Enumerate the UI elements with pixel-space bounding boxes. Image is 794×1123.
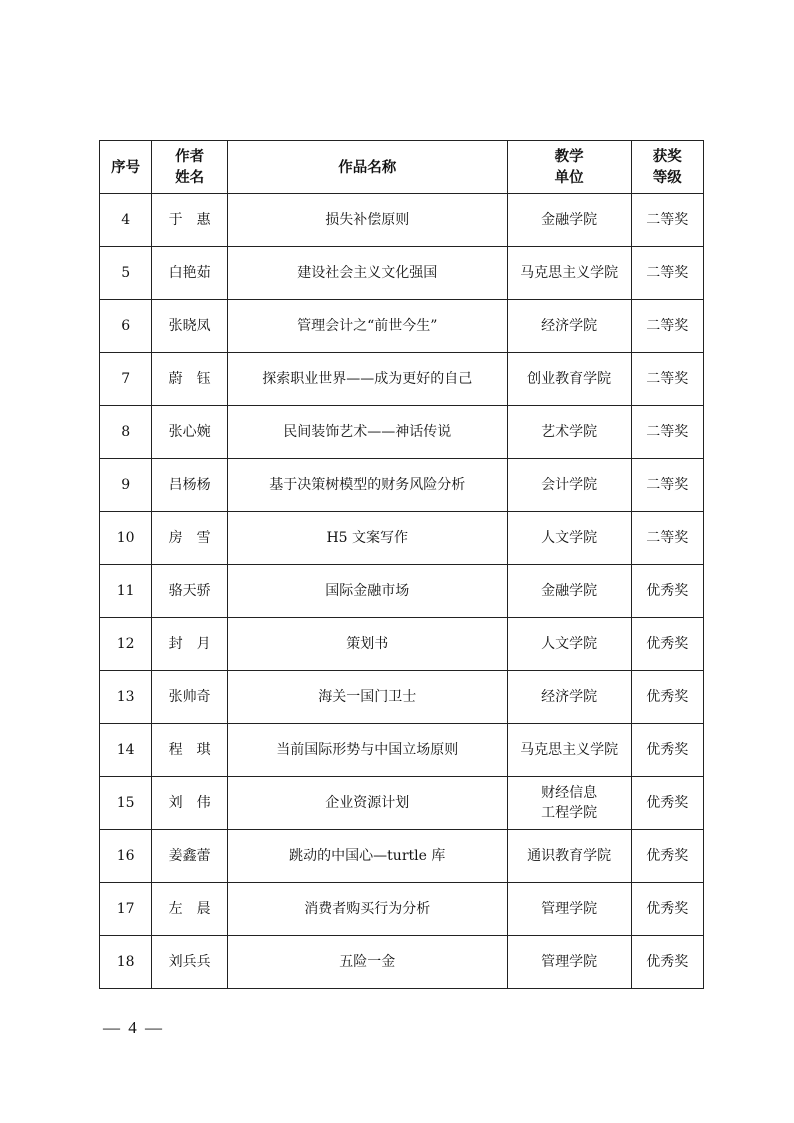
cell-unit: 马克思主义学院 — [507, 247, 631, 300]
cell-index: 7 — [100, 353, 152, 406]
cell-unit: 经济学院 — [507, 300, 631, 353]
table-row — [100, 830, 704, 883]
table-row — [100, 777, 704, 830]
header-unit: 教学 单位 — [507, 141, 631, 194]
cell-author: 房 雪 — [152, 512, 228, 565]
cell-title: 民间装饰艺术——神话传说 — [227, 406, 507, 459]
header-index: 序号 — [100, 141, 152, 194]
cell-index: 18 — [100, 936, 152, 989]
cell-index: 13 — [100, 671, 152, 724]
header-award: 获奖 等级 — [631, 141, 704, 194]
cell-title: 当前国际形势与中国立场原则 — [227, 724, 507, 777]
cell-unit: 金融学院 — [507, 194, 631, 247]
cell-index: 6 — [100, 300, 152, 353]
cell-award: 优秀奖 — [631, 883, 704, 936]
cell-unit: 创业教育学院 — [507, 353, 631, 406]
cell-author: 骆天骄 — [152, 565, 228, 618]
table-row — [100, 936, 704, 989]
cell-title: 消费者购买行为分析 — [227, 883, 507, 936]
cell-award: 二等奖 — [631, 353, 704, 406]
awards-table — [99, 140, 704, 989]
cell-author: 吕杨杨 — [152, 459, 228, 512]
cell-index: 4 — [100, 194, 152, 247]
cell-title: 企业资源计划 — [227, 777, 507, 830]
cell-author: 刘 伟 — [152, 777, 228, 830]
cell-index: 14 — [100, 724, 152, 777]
cell-author: 张晓凤 — [152, 300, 228, 353]
cell-author: 姜鑫蕾 — [152, 830, 228, 883]
cell-index: 9 — [100, 459, 152, 512]
cell-author: 张心婉 — [152, 406, 228, 459]
cell-index: 5 — [100, 247, 152, 300]
cell-unit: 财经信息 工程学院 — [507, 777, 631, 830]
cell-title: 国际金融市场 — [227, 565, 507, 618]
cell-award: 优秀奖 — [631, 830, 704, 883]
cell-author: 白艳茹 — [152, 247, 228, 300]
cell-title: 策划书 — [227, 618, 507, 671]
table-row — [100, 512, 704, 565]
cell-unit: 人文学院 — [507, 512, 631, 565]
cell-index: 12 — [100, 618, 152, 671]
table-row — [100, 247, 704, 300]
page-number: — 4 — — [103, 1018, 164, 1037]
cell-award: 优秀奖 — [631, 936, 704, 989]
cell-award: 优秀奖 — [631, 724, 704, 777]
cell-author: 张帅奇 — [152, 671, 228, 724]
cell-title: H5 文案写作 — [227, 512, 507, 565]
cell-title: 管理会计之“前世今生” — [227, 300, 507, 353]
cell-unit: 会计学院 — [507, 459, 631, 512]
cell-author: 刘兵兵 — [152, 936, 228, 989]
cell-unit: 马克思主义学院 — [507, 724, 631, 777]
table-row — [100, 724, 704, 777]
cell-author: 蔚 钰 — [152, 353, 228, 406]
table-header-row — [100, 141, 704, 194]
cell-title: 探索职业世界——成为更好的自己 — [227, 353, 507, 406]
table-row — [100, 194, 704, 247]
cell-unit: 经济学院 — [507, 671, 631, 724]
table-row — [100, 300, 704, 353]
cell-unit: 管理学院 — [507, 883, 631, 936]
cell-award: 优秀奖 — [631, 671, 704, 724]
table-row — [100, 618, 704, 671]
cell-unit: 通识教育学院 — [507, 830, 631, 883]
cell-index: 11 — [100, 565, 152, 618]
cell-unit: 人文学院 — [507, 618, 631, 671]
cell-index: 10 — [100, 512, 152, 565]
cell-author: 程 琪 — [152, 724, 228, 777]
cell-index: 8 — [100, 406, 152, 459]
header-title: 作品名称 — [227, 141, 507, 194]
cell-award: 二等奖 — [631, 459, 704, 512]
cell-index: 15 — [100, 777, 152, 830]
cell-award: 二等奖 — [631, 406, 704, 459]
cell-award: 优秀奖 — [631, 618, 704, 671]
table-row — [100, 883, 704, 936]
cell-award: 优秀奖 — [631, 565, 704, 618]
cell-author: 封 月 — [152, 618, 228, 671]
cell-author: 于 惠 — [152, 194, 228, 247]
cell-index: 17 — [100, 883, 152, 936]
cell-title: 海关一国门卫士 — [227, 671, 507, 724]
table-row — [100, 353, 704, 406]
cell-title: 基于决策树模型的财务风险分析 — [227, 459, 507, 512]
cell-unit: 艺术学院 — [507, 406, 631, 459]
table-row — [100, 565, 704, 618]
cell-award: 优秀奖 — [631, 777, 704, 830]
cell-award: 二等奖 — [631, 194, 704, 247]
table-row — [100, 459, 704, 512]
header-author: 作者 姓名 — [152, 141, 228, 194]
cell-unit: 管理学院 — [507, 936, 631, 989]
cell-author: 左 晨 — [152, 883, 228, 936]
cell-title: 五险一金 — [227, 936, 507, 989]
cell-title: 损失补偿原则 — [227, 194, 507, 247]
cell-index: 16 — [100, 830, 152, 883]
table-row — [100, 406, 704, 459]
cell-award: 二等奖 — [631, 512, 704, 565]
cell-unit: 金融学院 — [507, 565, 631, 618]
cell-award: 二等奖 — [631, 300, 704, 353]
cell-title: 跳动的中国心—turtle 库 — [227, 830, 507, 883]
table-row — [100, 671, 704, 724]
cell-title: 建设社会主义文化强国 — [227, 247, 507, 300]
cell-award: 二等奖 — [631, 247, 704, 300]
